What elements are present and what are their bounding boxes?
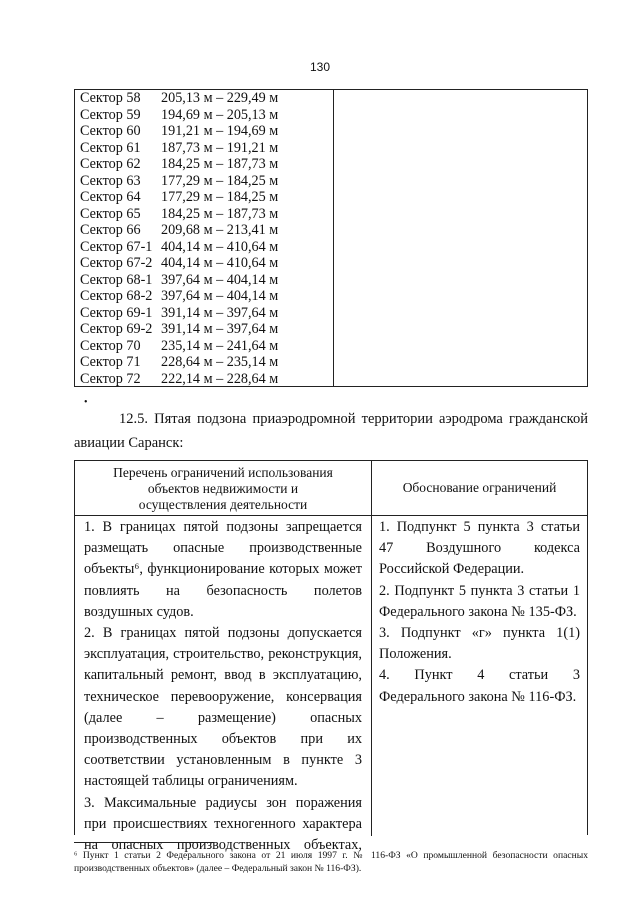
sector-range: 194,69 м – 205,13 м (161, 106, 279, 123)
sector-name: Сектор 58 (80, 90, 141, 106)
footnote: ⁶ Пункт 1 статьи 2 Федерального закона от 21 июля 1997 г. № 116-ФЗ «О промышленной безопасности опасных производственных объектов» (далее – Федеральный закон № 116-ФЗ). (74, 850, 588, 874)
sector-table-empty-column (334, 90, 587, 386)
restriction-line: эксплуатация, строительство, реконструкция, (84, 646, 362, 663)
restriction-line: соответствии установленным в пункте 3 (84, 752, 362, 769)
footnote-separator (74, 842, 214, 843)
sector-row (75, 288, 333, 305)
sector-range: 404,14 м – 410,64 м (161, 238, 279, 255)
restriction-line: техническое перевооружение, консервация (84, 688, 362, 705)
sector-range: 391,14 м – 397,64 м (161, 321, 279, 337)
justification-column (372, 516, 587, 836)
sector-row (75, 140, 333, 157)
restriction-line: производственных объектов при их (84, 731, 362, 748)
sector-row (75, 222, 333, 239)
sector-range: 177,29 м – 184,25 м (161, 172, 279, 189)
sector-row (75, 255, 333, 272)
restriction-line: при происшествиях техногенного характера (84, 815, 362, 832)
restriction-line: на опасных производственных объектах, (84, 837, 362, 854)
sector-row (75, 156, 333, 173)
sector-row (75, 107, 333, 124)
sector-row (75, 371, 333, 388)
sector-table (74, 89, 588, 387)
justification-line: 3. Подпункт «г» пункта 1(1) (379, 625, 580, 642)
restriction-line: настоящей таблицы ограничениям. (84, 773, 298, 790)
sector-range: 184,25 м – 187,73 м (161, 205, 279, 222)
header-left-line: Перечень ограничений использования (113, 465, 333, 480)
justification-line: 2. Подпункт 5 пункта 3 статьи 1 (379, 582, 580, 599)
header-left-line: объектов недвижимости и (147, 481, 299, 496)
restrictions-table-header (75, 461, 587, 516)
restriction-line: воздушных судов. (84, 603, 194, 620)
sector-range: 209,68 м – 213,41 м (161, 222, 279, 238)
sector-name: Сектор 59 (80, 106, 141, 123)
restriction-line: 3. Максимальные радиусы зон поражения (84, 794, 362, 811)
section-heading (74, 407, 588, 455)
sector-name: Сектор 67-2 (80, 255, 153, 271)
restrictions-table (74, 460, 588, 854)
justification-line: Федерального закона № 135-ФЗ. (379, 603, 577, 620)
restrictions-table-body (75, 516, 587, 854)
sector-row (75, 321, 333, 338)
restriction-line: размещать опасные производственные (84, 540, 362, 557)
sector-row (75, 354, 333, 371)
restriction-line: капитальный ремонт, ввод в эксплуатацию, (84, 667, 362, 684)
justification-line: 1. Подпункт 5 пункта 3 статьи (379, 519, 580, 535)
sector-name: Сектор 65 (80, 205, 141, 222)
restriction-line: повлиять на безопасность полетов (84, 582, 362, 599)
sector-row (75, 189, 333, 206)
sector-row (75, 305, 333, 322)
justification-line: Российской Федерации. (379, 561, 525, 578)
sector-name: Сектор 62 (80, 156, 141, 172)
justification-line: Федерального закона № 116-ФЗ. (379, 688, 577, 705)
sector-range: 228,64 м – 235,14 м (161, 354, 279, 370)
restriction-line: 1. В границах пятой подзоны запрещается (84, 519, 362, 535)
sector-name: Сектор 68-2 (80, 288, 153, 304)
sector-range: 397,64 м – 404,14 м (161, 271, 279, 288)
sector-range: 235,14 м – 241,64 м (161, 337, 279, 354)
sector-name: Сектор 64 (80, 189, 141, 205)
sector-name: Сектор 68-1 (80, 271, 153, 288)
restrictions-column (75, 516, 372, 854)
sector-range: 391,14 м – 397,64 м (161, 304, 279, 321)
sector-range: 222,14 м – 228,64 м (161, 370, 279, 387)
sector-row (75, 173, 333, 190)
sector-name: Сектор 61 (80, 139, 141, 156)
sector-name: Сектор 72 (80, 370, 141, 387)
justification-line: 4. Пункт 4 статьи 3 (379, 667, 580, 684)
header-restrictions-list (75, 461, 372, 515)
sector-name: Сектор 66 (80, 222, 141, 238)
header-justification: Обоснование ограничений (402, 480, 557, 495)
header-left-line: осуществления деятельности (138, 497, 308, 512)
sector-row (75, 123, 333, 140)
sector-row (75, 338, 333, 355)
restriction-line: объекты⁶, функционирование которых может (84, 561, 362, 578)
sector-range: 177,29 м – 184,25 м (161, 189, 279, 205)
sector-name: Сектор 70 (80, 337, 141, 354)
sector-name: Сектор 67-1 (80, 238, 153, 255)
sector-name: Сектор 60 (80, 123, 141, 139)
sector-range: 191,21 м – 194,69 м (161, 123, 279, 139)
stray-dot: • (84, 397, 88, 408)
sector-range: 187,73 м – 191,21 м (161, 139, 279, 156)
sector-row (75, 90, 333, 107)
section-heading-line-2: авиации Саранск: (74, 435, 184, 451)
justification-line: Положения. (379, 646, 452, 663)
sector-row (75, 206, 333, 223)
restriction-line: (далее – размещение) опасных (84, 709, 362, 726)
section-heading-line-1: 12.5. Пятая подзона приаэродромной территории аэродрома гражданской (119, 411, 588, 427)
sector-name: Сектор 69-2 (80, 321, 153, 337)
sector-range: 205,13 м – 229,49 м (161, 90, 279, 106)
sector-range: 184,25 м – 187,73 м (161, 156, 279, 172)
sector-name: Сектор 63 (80, 172, 141, 189)
justification-line: 47 Воздушного кодекса (379, 540, 580, 557)
sector-range: 404,14 м – 410,64 м (161, 255, 279, 271)
sector-name: Сектор 69-1 (80, 304, 153, 321)
sector-list (75, 90, 334, 386)
restriction-line: 2. В границах пятой подзоны допускается (84, 625, 362, 642)
sector-name: Сектор 71 (80, 354, 141, 370)
sector-range: 397,64 м – 404,14 м (161, 288, 279, 304)
sector-row (75, 239, 333, 256)
sector-row (75, 272, 333, 289)
page-number: 130 (309, 60, 331, 74)
